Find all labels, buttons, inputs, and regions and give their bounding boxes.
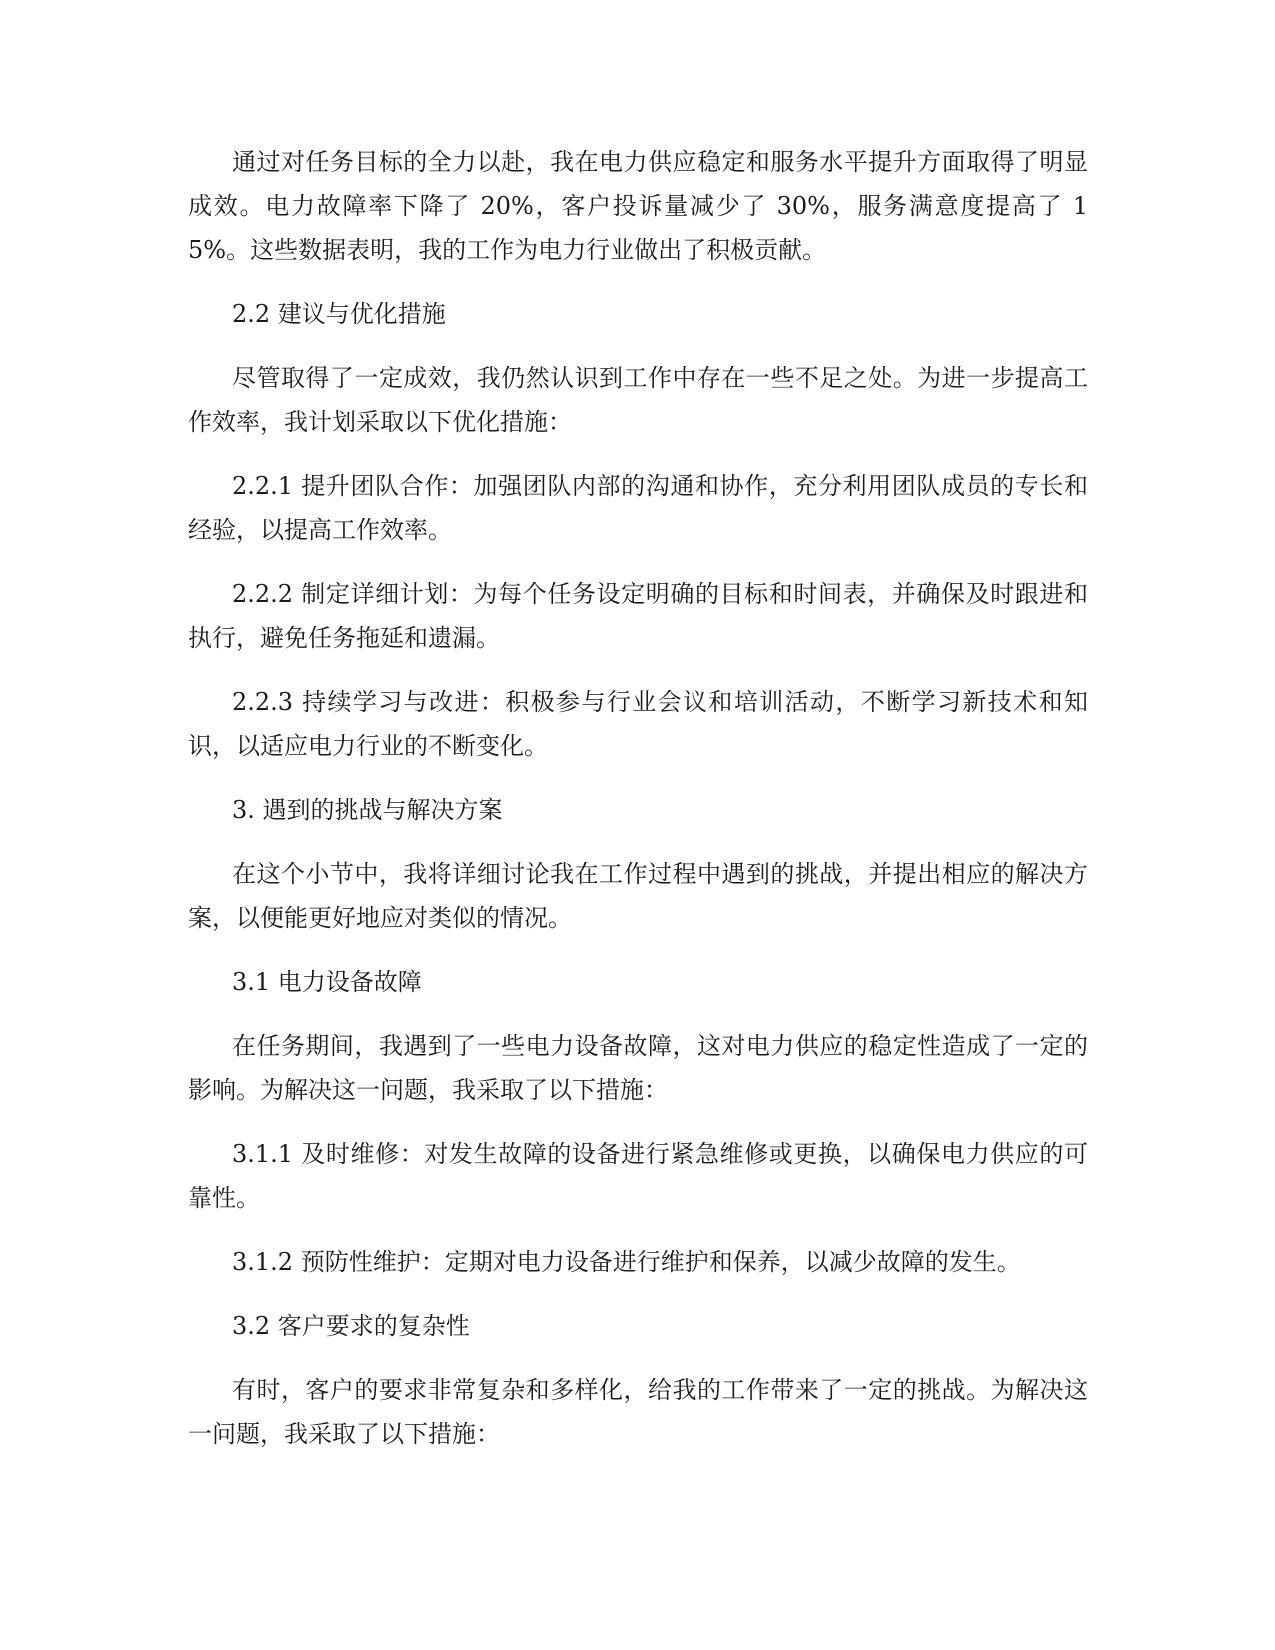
heading-3-2: 3.2 客户要求的复杂性	[232, 1312, 470, 1340]
paragraph-customer-complexity: 有时，客户的要求非常复杂和多样化，给我的工作带来了一定的挑战。为解决这一问题，我采取了以下措施：	[188, 1376, 1088, 1448]
paragraph-results: 通过对任务目标的全力以赴，我在电力供应稳定和服务水平提升方面取得了明显成效。电力故障率下降了 20%，客户投诉量减少了 30%，服务满意度提高了 15%。这些数据表明，我的工作为电力行业做出了积极贡献。	[188, 148, 1088, 264]
paragraph-3-1-2: 3.1.2 预防性维护：定期对电力设备进行维护和保养，以减少故障的发生。	[232, 1248, 1021, 1276]
paragraph-2-2-3: 2.2.3 持续学习与改进：积极参与行业会议和培训活动，不断学习新技术和知识，以适应电力行业的不断变化。	[188, 688, 1088, 760]
heading-3-1: 3.1 电力设备故障	[232, 968, 422, 996]
paragraph-challenges-intro: 在这个小节中，我将详细讨论我在工作过程中遇到的挑战，并提出相应的解决方案，以便能更好地应对类似的情况。	[188, 860, 1088, 932]
heading-3: 3. 遇到的挑战与解决方案	[232, 796, 503, 824]
paragraph-2-2-2: 2.2.2 制定详细计划：为每个任务设定明确的目标和时间表，并确保及时跟进和执行，避免任务拖延和遗漏。	[188, 580, 1088, 652]
paragraph-3-1-1: 3.1.1 及时维修：对发生故障的设备进行紧急维修或更换，以确保电力供应的可靠性。	[188, 1140, 1088, 1212]
paragraph-equipment-failure: 在任务期间，我遇到了一些电力设备故障，这对电力供应的稳定性造成了一定的影响。为解决这一问题，我采取了以下措施：	[188, 1032, 1088, 1104]
document-body	[188, 140, 1088, 1476]
paragraph-optimization-intro: 尽管取得了一定成效，我仍然认识到工作中存在一些不足之处。为进一步提高工作效率，我计划采取以下优化措施：	[188, 364, 1088, 436]
paragraph-2-2-1: 2.2.1 提升团队合作：加强团队内部的沟通和协作，充分利用团队成员的专长和经验，以提高工作效率。	[188, 472, 1088, 544]
heading-2-2: 2.2 建议与优化措施	[232, 300, 446, 328]
